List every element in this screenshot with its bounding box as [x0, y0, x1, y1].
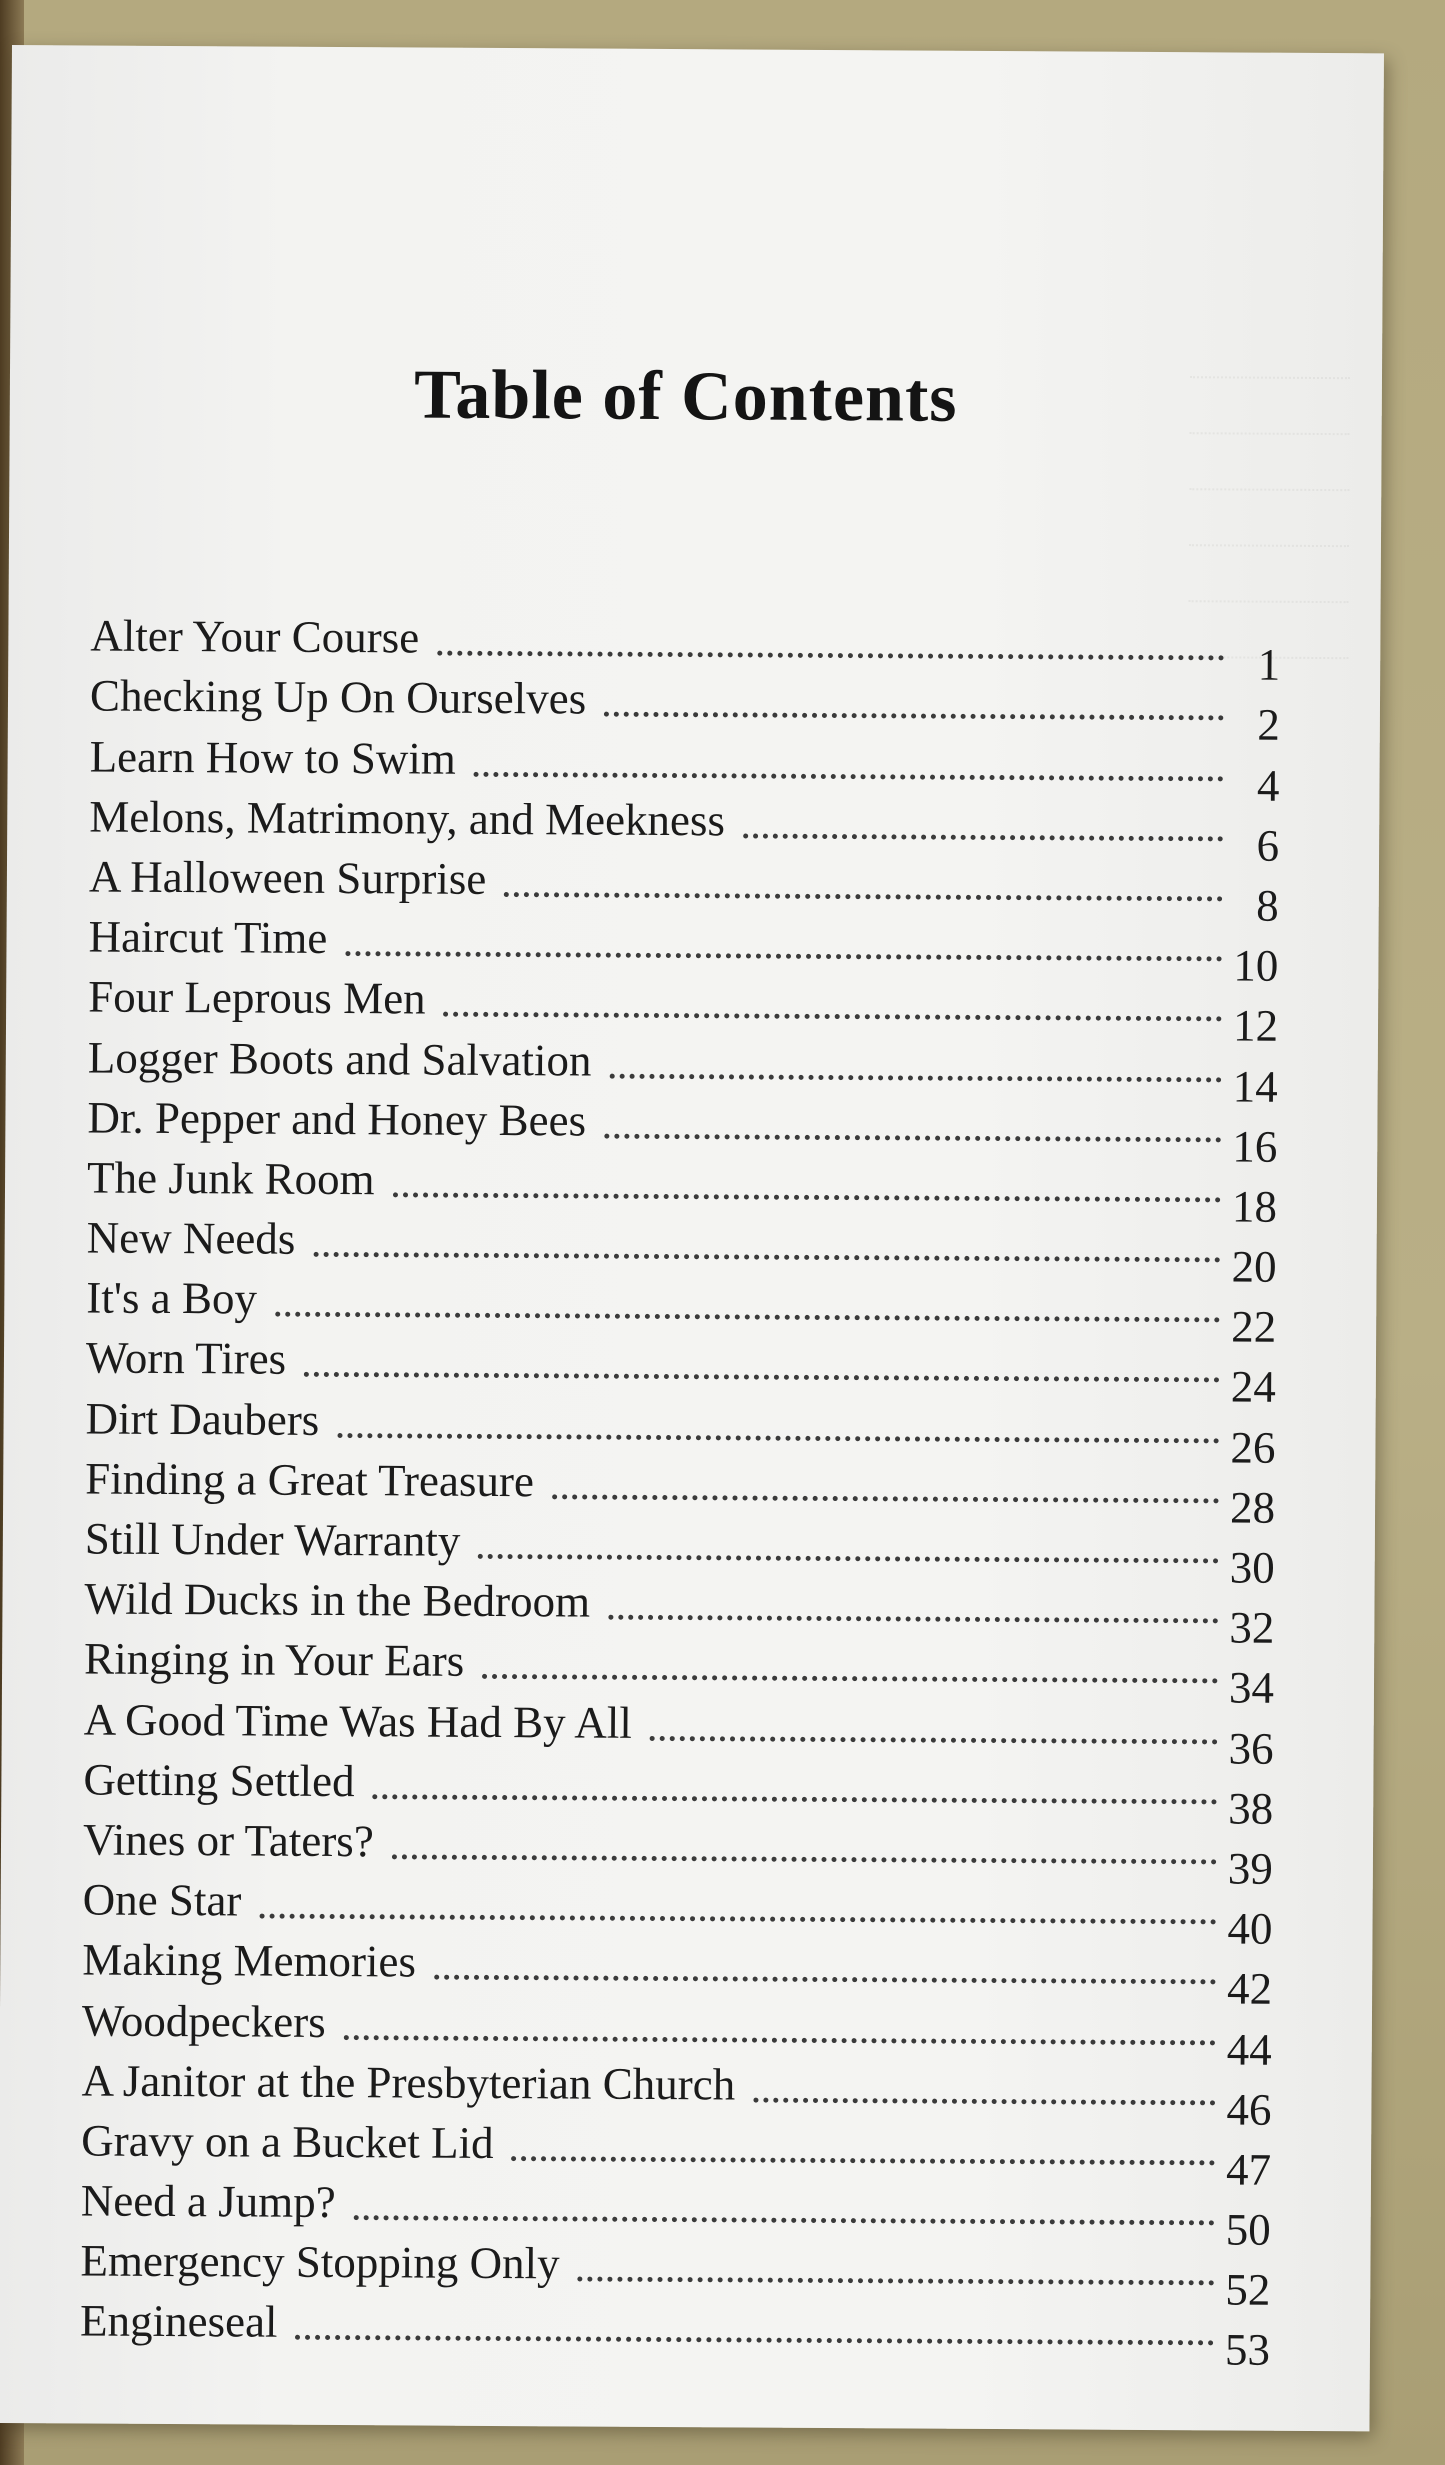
toc-entry [88, 846, 1279, 931]
toc-entry-title: Worn Tires [85, 1332, 287, 1385]
dot-leader [753, 2096, 1215, 2105]
toc-entry-title: Still Under Warranty [84, 1513, 461, 1566]
toc-entry [83, 1749, 1274, 1834]
dot-leader [434, 1974, 1216, 1985]
toc-entry [89, 666, 1281, 751]
dot-leader [313, 1251, 1220, 1263]
toc-entry [84, 1508, 1275, 1593]
toc-entry-page: 4 [1256, 760, 1280, 811]
dot-leader [304, 1371, 1220, 1383]
toc-entry [79, 2291, 1271, 2376]
dot-leader [478, 1553, 1219, 1564]
toc-entry [81, 2110, 1272, 2195]
toc-entry-title: Wild Ducks in the Bedroom [84, 1573, 591, 1627]
toc-entry-page: 28 [1229, 1482, 1276, 1533]
toc-entry-page: 34 [1228, 1662, 1275, 1714]
toc-entry [90, 605, 1281, 690]
dot-leader [392, 1191, 1221, 1202]
book-page [0, 45, 1384, 2431]
dot-leader [444, 1011, 1223, 1022]
toc-entry-page: 14 [1232, 1060, 1278, 1112]
toc-entry-page: 52 [1225, 2264, 1271, 2315]
toc-entry-title: Four Leprous Men [88, 971, 426, 1024]
dot-leader [344, 2034, 1216, 2045]
toc-entry-page: 26 [1230, 1422, 1276, 1473]
dot-leader [337, 1432, 1219, 1443]
dot-leader [604, 711, 1224, 721]
toc-entry-title: Dirt Daubers [85, 1393, 320, 1445]
toc-entry [83, 1629, 1275, 1714]
dot-leader [392, 1853, 1217, 1864]
toc-entry-title: Woodpeckers [81, 1994, 326, 2047]
toc-entry-title: Melons, Matrimony, and Meekness [89, 791, 726, 846]
toc-entry-title: Need a Jump? [80, 2175, 336, 2228]
toc-entry-page: 42 [1226, 1963, 1273, 2015]
toc-entry-title: The Junk Room [86, 1152, 375, 1205]
toc-entry-title: Engineseal [79, 2295, 278, 2348]
toc-entry [85, 1388, 1276, 1473]
toc-entry-page: 10 [1233, 940, 1279, 991]
toc-entry [81, 1990, 1272, 2075]
toc-entry-page: 36 [1228, 1723, 1274, 1774]
toc-entry-title: It's a Boy [86, 1272, 258, 1324]
dot-leader [650, 1734, 1218, 1743]
toc-entry-title: Getting Settled [83, 1754, 355, 1806]
toc-entry [80, 2170, 1271, 2255]
toc-entry [85, 1328, 1276, 1413]
toc-entry-title: Emergency Stopping Only [80, 2235, 560, 2289]
dot-leader [345, 950, 1222, 961]
dot-leader [504, 891, 1223, 901]
toc-entry [82, 1809, 1274, 1894]
toc-entry-page: 22 [1231, 1301, 1277, 1352]
toc-entry [88, 906, 1279, 991]
toc-entry-title: Haircut Time [88, 911, 328, 964]
toc-entry [86, 1207, 1277, 1292]
dot-leader [511, 2155, 1215, 2165]
table-of-contents-list [79, 605, 1281, 2376]
toc-entry-title: Checking Up On Ourselves [89, 670, 587, 724]
dot-leader [295, 2334, 1214, 2346]
toc-entry-page: 40 [1227, 1903, 1273, 1954]
dot-leader [275, 1311, 1220, 1323]
toc-entry-page: 12 [1232, 1000, 1279, 1052]
toc-entry [88, 967, 1279, 1052]
toc-entry-title: Vines or Taters? [82, 1814, 374, 1867]
dot-leader [373, 1793, 1218, 1804]
toc-entry-page: 30 [1229, 1542, 1275, 1593]
dot-leader [604, 1132, 1221, 1142]
toc-entry-title: Learn How to Swim [89, 731, 457, 784]
dot-leader [608, 1614, 1218, 1624]
toc-entry [86, 1147, 1278, 1232]
dot-leader [743, 832, 1223, 841]
dot-leader [577, 2276, 1214, 2286]
toc-entry [86, 1268, 1277, 1352]
dot-leader [259, 1913, 1216, 1925]
toc-entry [82, 1930, 1273, 2015]
toc-entry [83, 1689, 1274, 1774]
toc-entry-page: 6 [1256, 820, 1280, 871]
toc-entry-title: New Needs [86, 1212, 296, 1264]
dot-leader [354, 2214, 1215, 2225]
toc-entry-title: Dr. Pepper and Honey Bees [87, 1092, 587, 1146]
toc-entry-title: Ringing in Your Ears [83, 1633, 465, 1687]
toc-entry-page: 38 [1228, 1783, 1274, 1834]
toc-entry [87, 1027, 1278, 1112]
toc-entry-title: A Halloween Surprise [88, 851, 487, 904]
toc-entry-title: Logger Boots and Salvation [87, 1031, 592, 1086]
page-title: Table of Contents [413, 356, 958, 437]
toc-entry-page: 32 [1229, 1602, 1275, 1653]
dot-leader [482, 1673, 1218, 1683]
toc-entry [87, 1087, 1278, 1172]
toc-entry [89, 786, 1280, 871]
toc-entry-title: Gravy on a Bucket Lid [81, 2115, 494, 2168]
toc-entry [84, 1568, 1275, 1653]
toc-entry-page: 39 [1227, 1843, 1274, 1894]
toc-entry-page: 2 [1257, 699, 1281, 751]
toc-entry-title: A Janitor at the Presbyterian Church [81, 2055, 736, 2110]
toc-entry-page: 50 [1225, 2204, 1271, 2255]
dot-leader [609, 1072, 1221, 1082]
dot-leader [552, 1493, 1219, 1503]
dot-leader [437, 650, 1224, 661]
toc-entry-page: 46 [1226, 2084, 1272, 2135]
toc-entry-title: A Good Time Was Had By All [83, 1694, 633, 1748]
dot-leader [474, 770, 1224, 781]
toc-entry [85, 1448, 1276, 1533]
toc-entry-title: Making Memories [82, 1934, 417, 1987]
toc-entry-page: 20 [1231, 1241, 1277, 1292]
toc-entry-title: One Star [82, 1874, 242, 1926]
toc-entry [80, 2231, 1271, 2315]
toc-entry-page: 18 [1231, 1181, 1278, 1232]
toc-entry-page: 1 [1257, 639, 1281, 690]
toc-entry [81, 2050, 1272, 2135]
toc-entry-title: Finding a Great Treasure [85, 1453, 535, 1507]
toc-entry-page: 16 [1232, 1121, 1278, 1172]
toc-entry [89, 726, 1280, 811]
toc-entry-page: 44 [1226, 2023, 1272, 2075]
toc-entry-page: 47 [1225, 2144, 1272, 2195]
toc-entry-page: 8 [1256, 880, 1279, 931]
toc-entry-page: 53 [1224, 2324, 1271, 2376]
toc-entry [82, 1869, 1273, 1954]
toc-entry-page: 24 [1230, 1361, 1276, 1413]
toc-entry-title: Alter Your Course [90, 610, 420, 663]
